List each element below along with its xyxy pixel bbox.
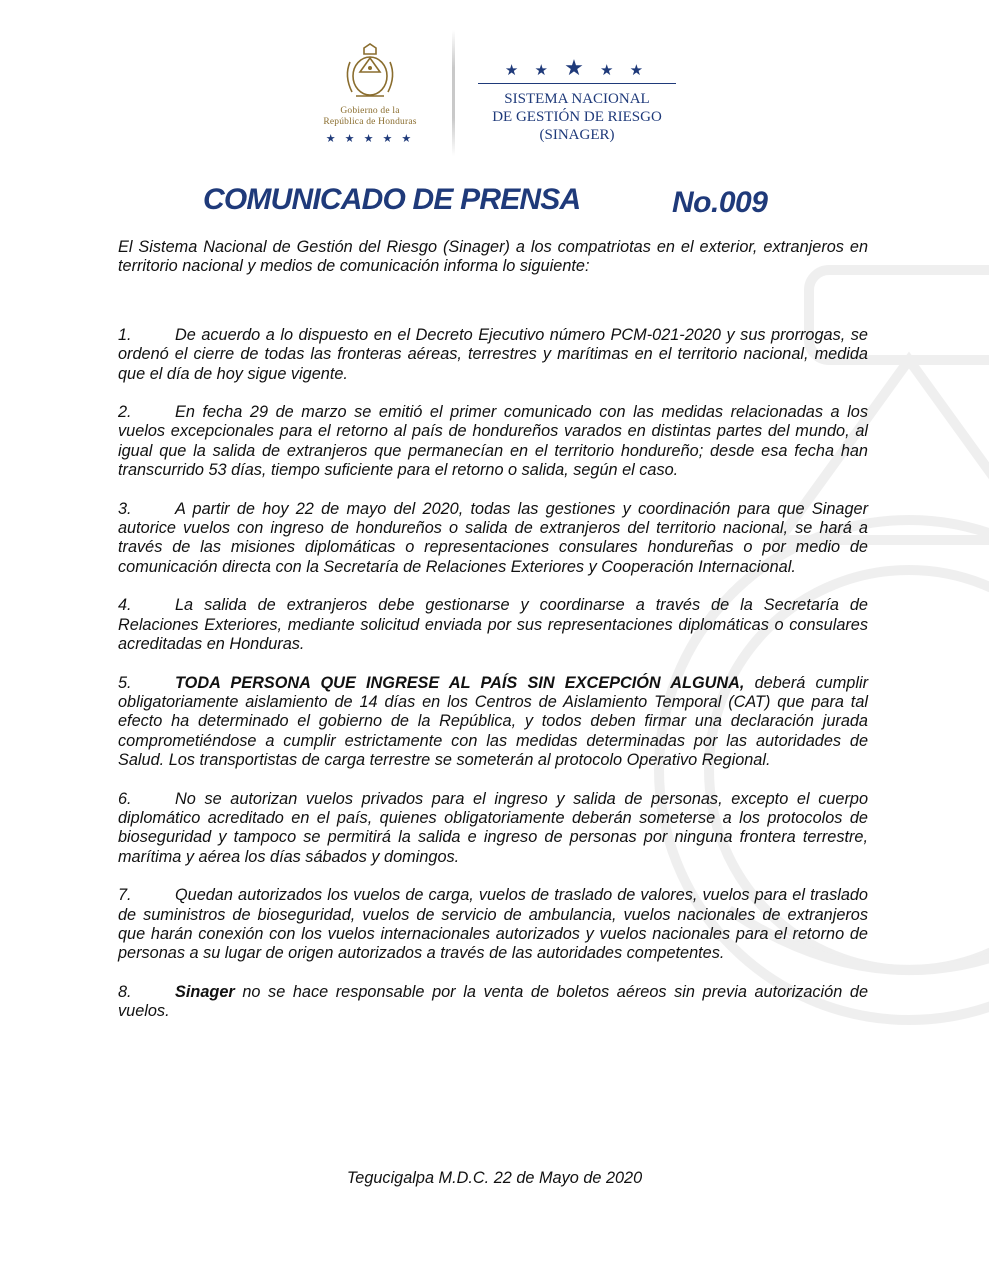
item-number: 3.	[118, 499, 132, 518]
list-item	[118, 596, 868, 654]
item-text: A partir de hoy 22 de mayo del 2020, todas las gestiones y coordinación para que Sinager autorice vuelos con ingreso de hondureños o salida de extranjeros del territorio nacional, se hará a través de las misiones diplomáticas o representaciones consulares hondureñas o por medio de comunicación directa con la Secretaría de Relaciones Exteriores y Cooperación Internacional.	[118, 499, 868, 576]
sinager-logo	[472, 55, 682, 144]
press-release-body	[118, 238, 868, 1041]
intro-paragraph: El Sistema Nacional de Gestión del Riesgo (Sinager) a los compatriotas en el exterior, extranjeros en territorio nacional y medios de comunicación informa lo siguiente:	[118, 238, 868, 276]
sinager-line-3: (SINAGER)	[539, 127, 615, 143]
item-text: Quedan autorizados los vuelos de carga, vuelos de traslado de valores, vuelos para el traslado de suministros de bioseguridad, vuelos de servicio de ambulancia, vuelos nacionales de extranjeros que harán conexión con los vuelos internacionales autorizados y vuelos nacionales para el retorno de personas a su lugar de origen autorizados a través de las autoridades competentes.	[118, 886, 868, 963]
sinager-line-2: DE GESTIÓN DE RIESGO	[492, 109, 662, 125]
item-number: 8.	[118, 982, 132, 1001]
press-release-number: No.009	[672, 186, 768, 219]
honduras-coat-of-arms-icon	[340, 42, 400, 102]
item-number: 1.	[118, 325, 132, 344]
sinager-stars-icon: ★ ★ ★ ★ ★	[504, 55, 650, 80]
header	[0, 30, 989, 170]
sinager-line-1: SISTEMA NACIONAL	[504, 91, 650, 107]
gov-line-1: Gobierno de la	[340, 106, 400, 116]
item-text: No se autorizan vuelos privados para el ingreso y salida de personas, excepto el cuerpo diplomático acreditado en el país, quienes obligatoriamente deberán someterse a los protocolos de bioseguridad y tampoco se permitirá la salida e ingreso de personas por ninguna frontera terrestre, marítima y aérea los días sábados y domingos.	[118, 789, 868, 866]
item-number: 7.	[118, 886, 132, 905]
item-number: 6.	[118, 789, 132, 808]
item-text: La salida de extranjeros debe gestionarse y coordinarse a través de la Secretaría de Relaciones Exteriores, mediante solicitud enviada por sus representaciones diplomáticas o consulares acreditadas en Honduras.	[118, 596, 868, 654]
item-number: 5.	[118, 673, 132, 692]
list-item	[118, 500, 868, 578]
page-title: COMUNICADO DE PRENSA	[203, 183, 581, 216]
list-item	[118, 886, 868, 964]
item-bold-text: Sinager	[175, 982, 235, 1001]
gov-stars: ★ ★ ★ ★ ★	[325, 133, 415, 145]
sinager-rule	[478, 83, 676, 84]
place-and-date: Tegucigalpa M.D.C. 22 de Mayo de 2020	[346, 1169, 643, 1187]
list-item	[118, 326, 868, 384]
item-number: 4.	[118, 596, 132, 615]
item-number: 2.	[118, 403, 132, 422]
title-row	[0, 183, 989, 223]
list-item	[118, 790, 868, 868]
item-text: no se hace responsable por la venta de boletos aéreos sin previa autorización de vuelos.	[118, 982, 868, 1021]
government-name	[305, 106, 435, 128]
list-item	[118, 674, 868, 771]
list-item	[118, 403, 868, 481]
list-item	[118, 983, 868, 1022]
item-text: deberá cumplir obligatoriamente aislamiento de 14 días en los Centros de Aislamiento Temporal (CAT) que para tal efecto ha determinado el gobierno de la República, y todos deben firmar una declaración jurada comprometiéndose a cumplir estrictamente con las medidas determinadas por las autoridades de Salud. Los transportistas de carga terrestre se someterán al protocolo Operativo Regional.	[118, 673, 868, 770]
government-logo	[305, 42, 435, 145]
item-text: De acuerdo a lo dispuesto en el Decreto Ejecutivo número PCM-021-2020 y sus prorrogas, se ordenó el cierre de todas las fronteras aéreas, terrestres y marítimas en el territorio nacional, medida que el día de hoy sigue vigente.	[118, 325, 868, 383]
item-text: En fecha 29 de marzo se emitió el primer comunicado con las medidas relacionadas a los vuelos excepcionales para el retorno al país de hondureños varados en distintas partes del mundo, al igual que la salida de extranjeros que permanecían en el territorio hondureño; desde esa fecha han transcurrido 53 días, tiempo suficiente para el retorno o salida, según el caso.	[118, 403, 868, 480]
header-divider	[452, 30, 455, 156]
item-bold-text: TODA PERSONA QUE INGRESE AL PAÍS SIN EXCEPCIÓN ALGUNA,	[175, 673, 745, 692]
gov-line-2: República de Honduras	[323, 117, 417, 127]
